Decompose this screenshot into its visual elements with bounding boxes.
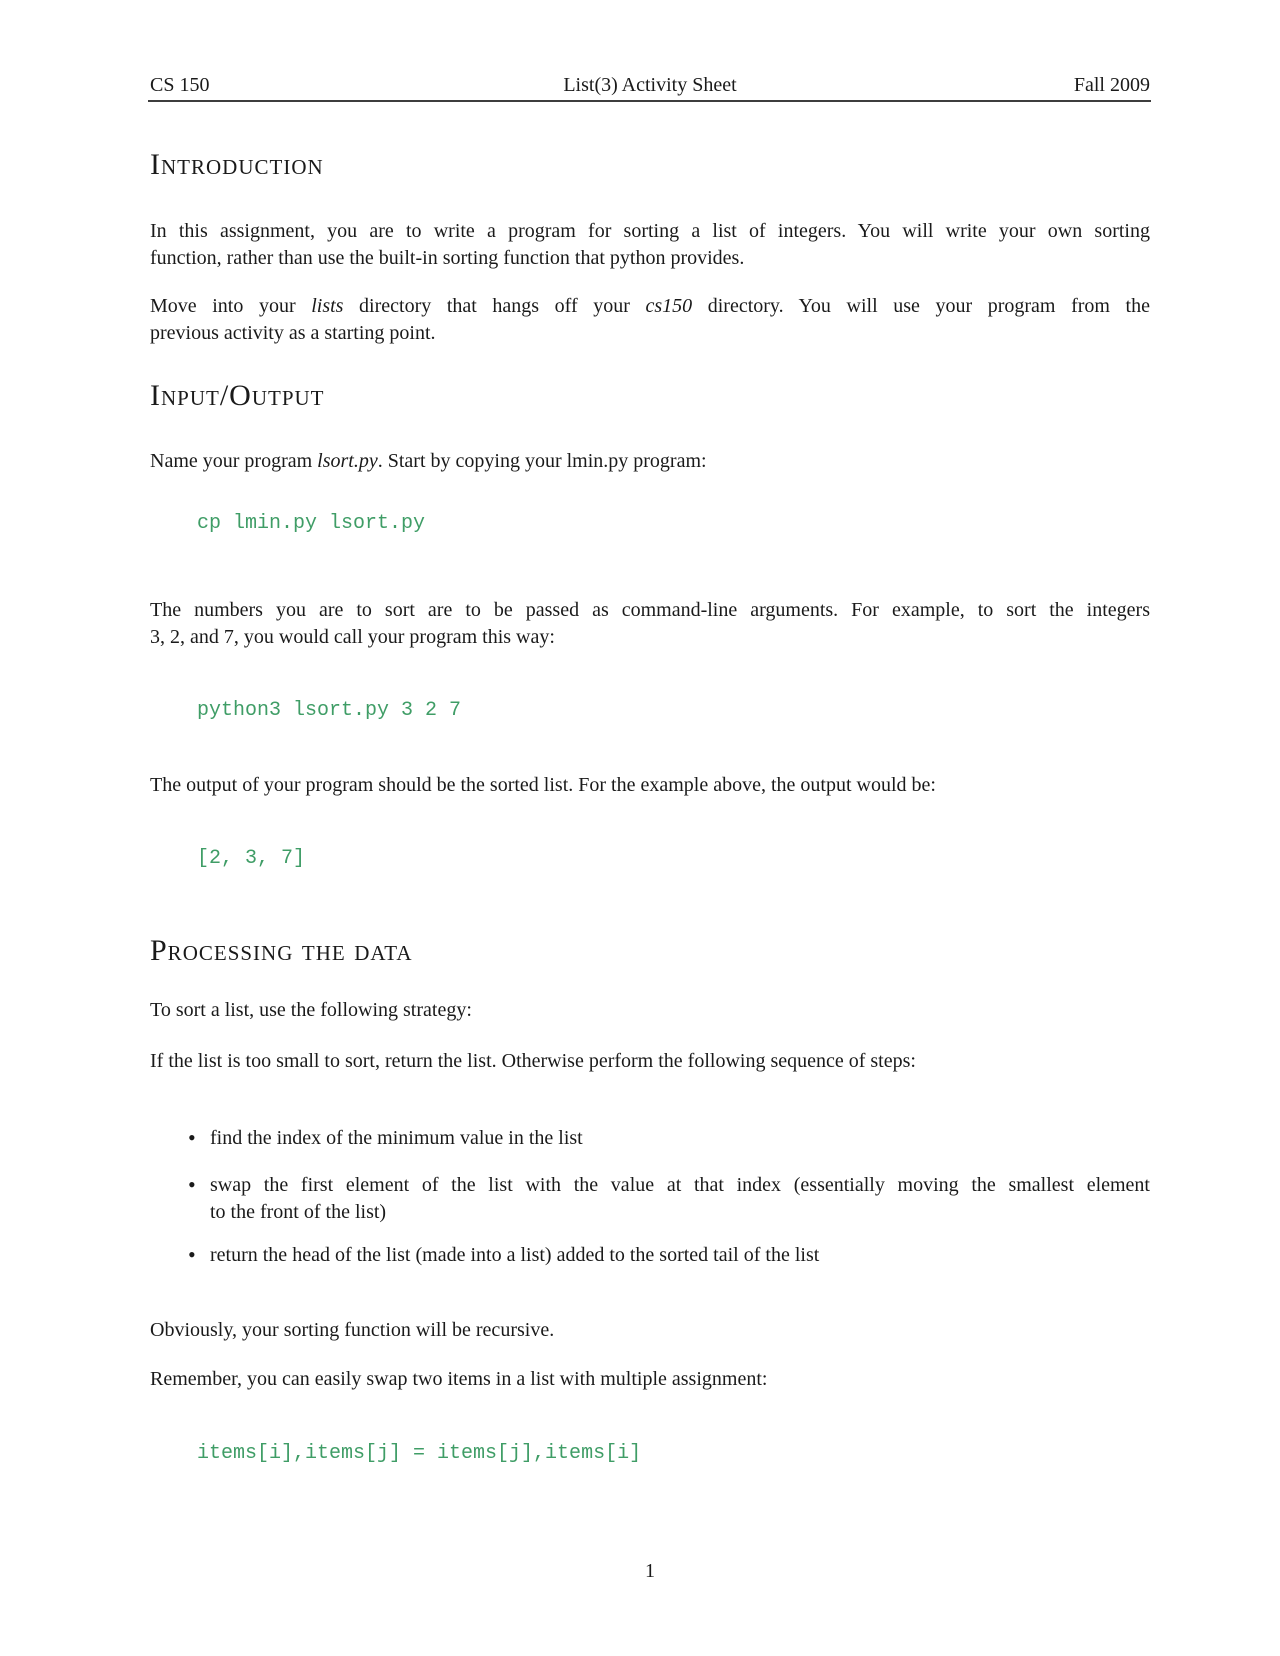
code-output-list: [2, 3, 7] (197, 847, 306, 870)
paragraph-line: In this assignment, you are to write a program for sorting a list of integers. You will write your own sorting (150, 220, 1150, 242)
processing-paragraph-strategy: To sort a list, use the following strategy: (150, 999, 472, 1021)
page-number: 1 (645, 1560, 655, 1582)
intro-paragraph-1 (150, 218, 1150, 272)
text-segment: . Start by copying your lmin.py program: (377, 450, 707, 472)
italic-term-cs150: cs150 (645, 295, 693, 317)
processing-paragraph-recursive: Obviously, your sorting function will be recursive. (150, 1319, 555, 1341)
paragraph-line: swap the first element of the list with the value at that index (essentially moving the smallest element (210, 1174, 1150, 1196)
paragraph-line: The numbers you are to sort are to be passed as command-line arguments. For example, to sort the integers (150, 599, 1150, 621)
section-heading-input-output: Input/Output (150, 379, 325, 412)
header-course: CS 150 (150, 74, 210, 96)
list-item-text: return the head of the list (made into a list) added to the sorted tail of the list (210, 1244, 820, 1266)
italic-term-lists: lists (311, 295, 344, 317)
code-copy-command: cp lmin.py lsort.py (197, 512, 426, 535)
intro-paragraph-2 (150, 293, 1150, 347)
text-segment: Move into your (150, 295, 312, 317)
bullet-icon: • (188, 1125, 196, 1150)
paragraph-line (150, 293, 1150, 320)
io-paragraph-output: The output of your program should be the sorted list. For the example above, the output would be: (150, 774, 936, 796)
bullet-icon: • (188, 1172, 196, 1197)
text-segment: directory that hangs off your (343, 295, 646, 317)
header-term: Fall 2009 (1073, 74, 1150, 96)
header-rule (148, 100, 1151, 102)
section-heading-introduction: Introduction (150, 148, 324, 181)
header-title: List(3) Activity Sheet (563, 74, 737, 96)
list-item (150, 1125, 1150, 1152)
io-paragraph-name-program (150, 448, 1150, 475)
paragraph-line: to the front of the list) (210, 1201, 387, 1223)
paragraph-line: function, rather than use the built-in sorting function that python provides. (150, 247, 745, 269)
italic-term-lsort-py: lsort.py (317, 450, 378, 472)
paragraph-line: previous activity as a starting point. (150, 322, 436, 344)
paragraph-line: 3, 2, and 7, you would call your program this way: (150, 626, 555, 648)
processing-paragraph-swap: Remember, you can easily swap two items in a list with multiple assignment: (150, 1368, 768, 1390)
section-heading-processing: Processing the data (150, 934, 413, 967)
code-swap-assignment: items[i],items[j] = items[j],items[i] (197, 1442, 642, 1465)
list-item (150, 1172, 1150, 1226)
io-paragraph-arguments (150, 597, 1150, 651)
text-segment: directory. You will use your program from the (692, 295, 1150, 317)
code-run-command: python3 lsort.py 3 2 7 (197, 699, 462, 722)
text-segment: Name your program (150, 450, 318, 472)
list-item-text: find the index of the minimum value in the list (210, 1127, 583, 1149)
processing-paragraph-steps: If the list is too small to sort, return the list. Otherwise perform the following sequence of steps: (150, 1050, 916, 1072)
bullet-icon: • (188, 1242, 196, 1267)
list-item (150, 1242, 1150, 1269)
